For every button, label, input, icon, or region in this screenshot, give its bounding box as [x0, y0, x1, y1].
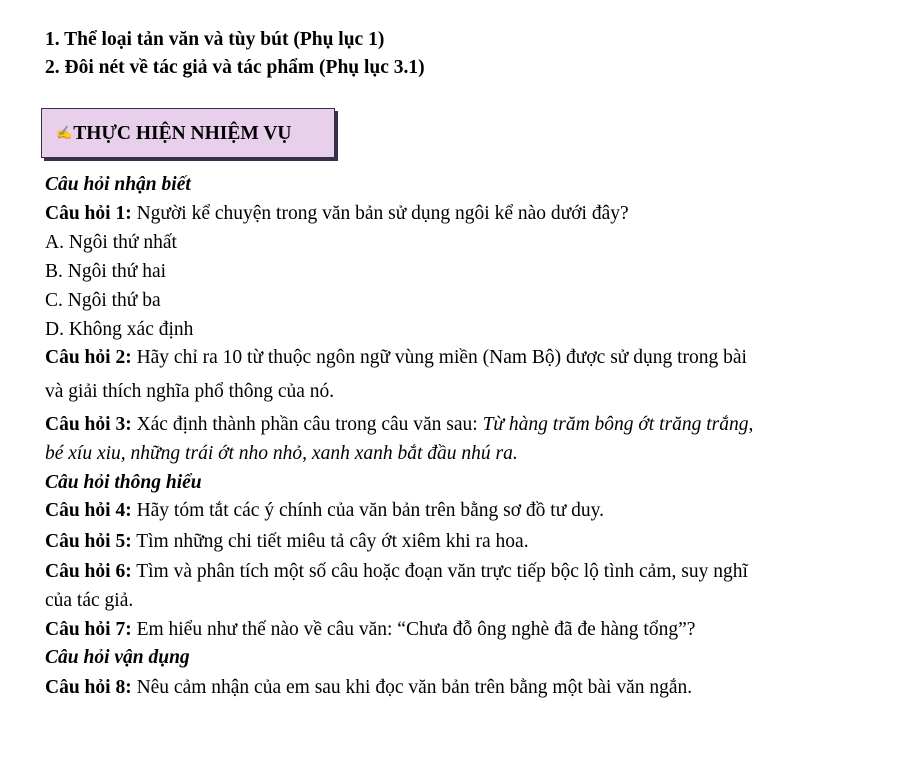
question-text: Xác định thành phần câu trong câu văn sau: — [131, 414, 483, 435]
question-4 — [45, 499, 604, 523]
section-application: Câu hỏi vận dụng — [45, 647, 190, 668]
question-text: Tìm và phân tích một số câu hoặc đoạn văn trực tiếp bộc lộ tình cảm, suy nghĩ — [131, 561, 748, 582]
question-text: Nêu cảm nhận của em sau khi đọc văn bản trên bằng một bài văn ngắn. — [131, 677, 693, 698]
question-label: Câu hỏi 6: — [45, 561, 132, 582]
task-banner-label: THỰC HIỆN NHIỆM VỤ — [73, 123, 292, 144]
question-text: Tìm những chi tiết miêu tả cây ớt xiêm khi ra hoa. — [131, 531, 529, 552]
question-quote: Từ hàng trăm bông ớt trăng trắng, — [482, 414, 754, 435]
question-6 — [45, 560, 748, 584]
task-banner — [41, 108, 335, 158]
option-a: A. Ngôi thứ nhất — [45, 232, 177, 253]
question-text: Em hiểu như thế nào về câu văn: “Chưa đỗ ông nghè đã đe hàng tổng”? — [131, 619, 696, 640]
question-text: Hãy chỉ ra 10 từ thuộc ngôn ngữ vùng miền (Nam Bộ) được sử dụng trong bài — [131, 347, 747, 368]
question-3 — [45, 413, 753, 437]
writing-hand-icon: ✍ — [56, 125, 73, 140]
option-d: D. Không xác định — [45, 319, 194, 340]
question-text: Hãy tóm tắt các ý chính của văn bản trên bằng sơ đồ tư duy. — [131, 500, 605, 521]
question-2 — [45, 346, 747, 370]
question-label: Câu hỏi 5: — [45, 531, 132, 552]
heading-author-work: 2. Đôi nét về tác giả và tác phẩm (Phụ lục 3.1) — [45, 57, 425, 78]
section-understanding: Câu hỏi thông hiểu — [45, 472, 202, 493]
question-5 — [45, 530, 529, 554]
question-8 — [45, 676, 692, 700]
question-label: Câu hỏi 7: — [45, 619, 132, 640]
option-b: B. Ngôi thứ hai — [45, 261, 167, 282]
question-3-quote-continued: bé xíu xiu, những trái ớt nho nhỏ, xanh xanh bắt đầu nhú ra. — [45, 443, 518, 464]
question-label: Câu hỏi 3: — [45, 414, 132, 435]
question-2-continued: và giải thích nghĩa phổ thông của nó. — [45, 381, 335, 402]
question-label: Câu hỏi 8: — [45, 677, 132, 698]
question-7 — [45, 618, 695, 642]
option-c: C. Ngôi thứ ba — [45, 290, 161, 311]
question-label: Câu hỏi 4: — [45, 500, 132, 521]
question-text: Người kể chuyện trong văn bản sử dụng ngôi kể nào dưới đây? — [131, 203, 629, 224]
section-recognition: Câu hỏi nhận biết — [45, 174, 191, 195]
question-label: Câu hỏi 1: — [45, 203, 132, 224]
heading-genre: 1. Thể loại tản văn và tùy bút (Phụ lục 1) — [45, 29, 385, 50]
question-6-continued: của tác giả. — [45, 590, 134, 611]
question-1 — [45, 202, 629, 226]
question-label: Câu hỏi 2: — [45, 347, 132, 368]
